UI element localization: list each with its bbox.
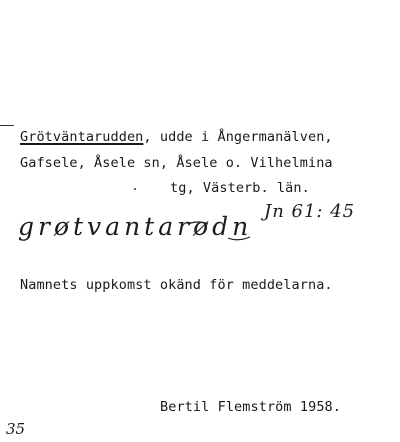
entry-line-2: Gafsele, Åsele sn, Åsele o. Vilhelmina	[20, 155, 333, 171]
archive-reference: Jn 61: 45	[264, 201, 356, 222]
corner-number: 35	[6, 420, 26, 438]
origin-note: Namnets uppkomst okänd för meddelarna.	[20, 277, 333, 293]
entry-line-1-rest: , udde i Ångermanälven,	[143, 129, 333, 145]
headword: Grötväntarudden	[20, 129, 144, 145]
signature-line: Bertil Flemström 1958.	[160, 399, 342, 415]
entry-line-3: tg, Västerb. län.	[170, 180, 310, 196]
phonetic-handwriting: grøtvantarødn	[18, 212, 253, 241]
